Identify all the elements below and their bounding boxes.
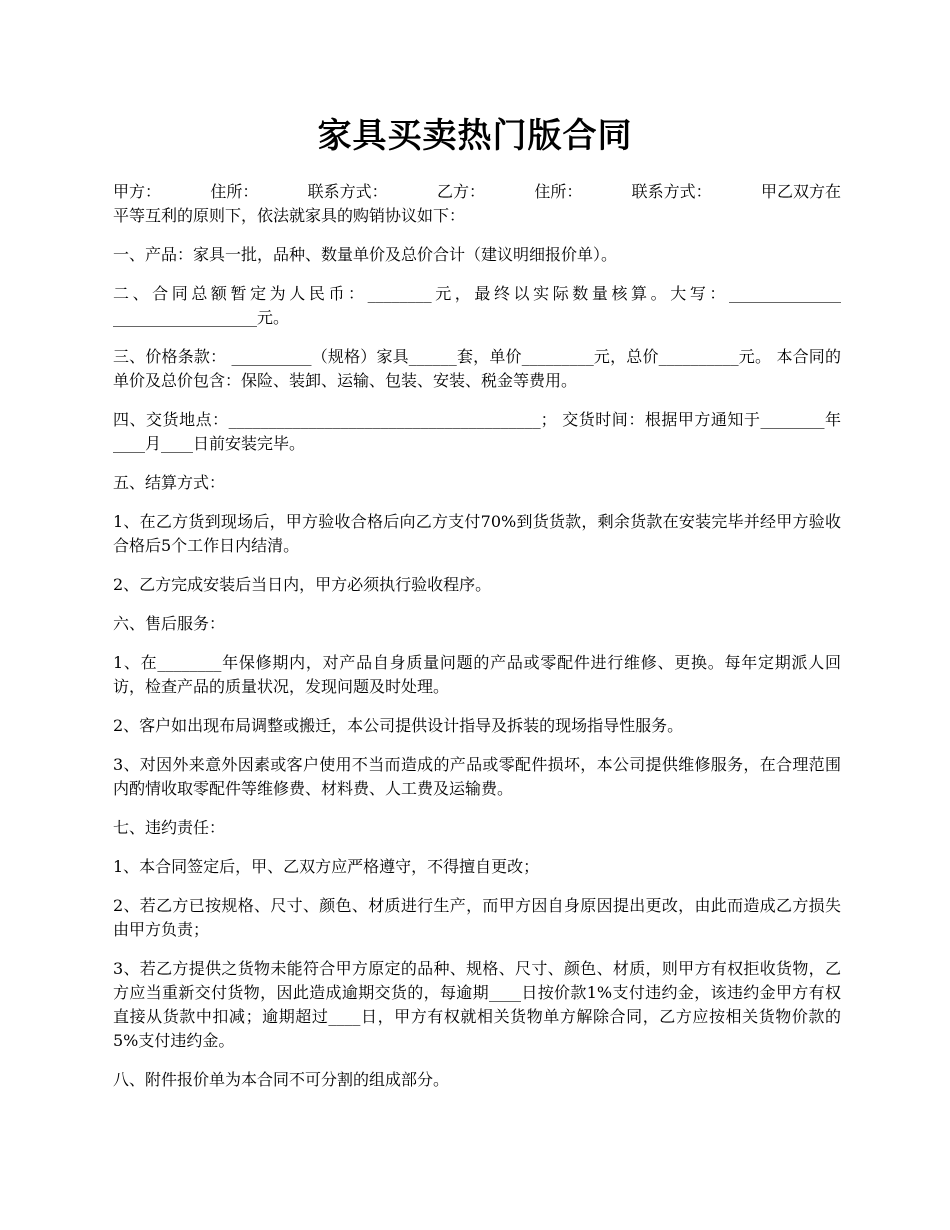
party-a-address-label: 住所： [210,182,259,201]
clause-7-heading: 七、违约责任： [113,818,226,837]
document-body [113,180,841,1107]
clause-7-item-3: 3、若乙方提供之货物未能符合甲方原定的品种、规格、尺寸、颜色、材质，则甲方有权拒收货物，乙方应当重新交付货物，因此造成逾期交货的，每逾期____日按价款1%支付违约金，该违约金甲方有权直接从货款中扣减；逾期超过____日，甲方有权就相关货物单方解除合同，乙方应按相关货物价款的5%支付违约金。 [113,959,841,1050]
clause-2-contract-amount: 二、合同总额暂定为人民币：________元，最终以实际数量核算。大写：______________ __________________元。 [113,284,841,327]
clause-5-heading: 五、结算方式： [113,473,226,492]
clause-4-delivery: 四、交货地点：_______________________________________； 交货时间：根据甲方通知于________年____月____日前安装完毕。 [113,410,841,453]
document-title: 家具买卖热门版合同 [317,116,633,156]
party-a-label: 甲方： [113,182,162,201]
clause-5-item-1: 1、在乙方货到现场后，甲方验收合格后向乙方支付70%到货货款，剩余货款在安装完毕并经甲方验收合格后5个工作日内结清。 [113,512,841,555]
parties-line [113,180,841,204]
clause-7-item-2: 2、若乙方已按规格、尺寸、颜色、材质进行生产，而甲方因自身原因提出更改，由此而造成乙方损失由甲方负责； [113,896,841,939]
party-a-contact-label: 联系方式： [307,182,388,201]
party-b-address-label: 住所： [534,182,583,201]
clause-1-product: 一、产品：家具一批，品种、数量单价及总价合计（建议明细报价单）。 [113,245,618,264]
clause-6-item-2: 2、客户如出现布局调整或搬迁，本公司提供设计指导及拆装的现场指导性服务。 [113,716,684,735]
clause-6-item-1: 1、在________年保修期内，对产品自身质量问题的产品或零配件进行维修、更换。每年定期派人回访，检查产品的质量状况，发现问题及时处理。 [113,653,841,696]
clause-6-heading: 六、售后服务： [113,614,226,633]
party-b-label: 乙方： [436,182,485,201]
clause-8-attachment: 八、附件报价单为本合同不可分割的组成部分。 [113,1070,450,1089]
parties-continuation: 平等互利的原则下，依法就家具的购销协议如下： [113,206,466,225]
clause-5-item-2: 2、乙方完成安装后当日内，甲方必须执行验收程序。 [113,575,492,594]
clause-7-item-1: 1、本合同签定后，甲、乙双方应严格遵守，不得擅自更改； [113,857,540,876]
parties-tail: 甲乙双方在 [760,182,841,201]
party-b-contact-label: 联系方式： [631,182,712,201]
clause-3-price-terms: 三、价格条款： __________（规格）家具______套，单价_________元，总价__________元。 本合同的单价及总价包含：保险、装卸、运输、包装、安装、税金等费用。 [113,347,841,390]
clause-6-item-3: 3、对因外来意外因素或客户使用不当而造成的产品或零配件损坏，本公司提供维修服务，在合理范围内酌情收取零配件等维修费、材料费、人工费及运输费。 [113,755,841,798]
